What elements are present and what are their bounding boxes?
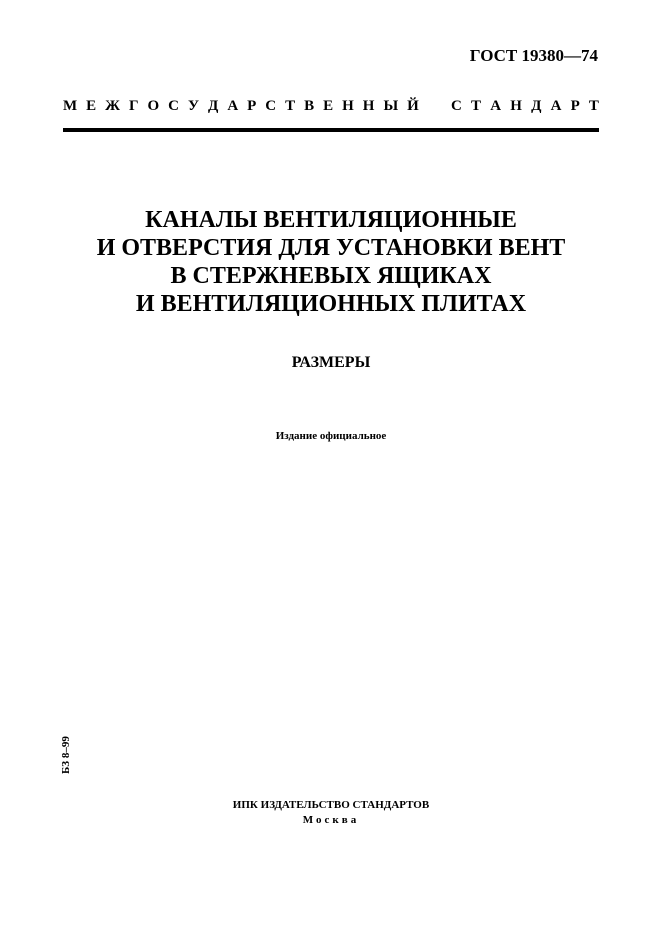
category-letter: О	[147, 98, 160, 114]
title-line-1: КАНАЛЫ ВЕНТИЛЯЦИОННЫЕ	[145, 207, 517, 233]
category-letter: А	[490, 98, 502, 114]
document-title	[63, 206, 599, 318]
category-letter: С	[451, 98, 462, 114]
category-letter: Т	[588, 98, 599, 114]
category-letter: Р	[247, 98, 257, 114]
category-letter: Т	[471, 98, 482, 114]
category-letter: А	[550, 98, 562, 114]
category-letter: Р	[570, 98, 580, 114]
category-letter: Н	[362, 98, 375, 114]
category-letter: С	[168, 98, 180, 114]
category-letter: Й	[407, 98, 419, 114]
category-letter: С	[265, 98, 277, 114]
category-word-interstate	[63, 96, 419, 116]
publisher-name: ИПК ИЗДАТЕЛЬСТВО СТАНДАРТОВ	[232, 799, 430, 811]
category-letter: Е	[86, 98, 97, 114]
category-letter: Е	[323, 98, 334, 114]
category-letter: Д	[531, 98, 542, 114]
category-word-standard	[451, 96, 599, 116]
header-divider	[63, 128, 599, 132]
category-letter: Ж	[105, 98, 120, 114]
category-letter: Н	[510, 98, 522, 114]
document-code: ГОСТ 19380—74	[469, 46, 598, 65]
category-letter: Д	[208, 98, 219, 114]
standard-category	[63, 96, 599, 116]
category-letter: Н	[342, 98, 354, 114]
title-line-2: И ОТВЕРСТИЯ ДЛЯ УСТАНОВКИ ВЕНТ	[96, 235, 566, 261]
title-line-4: И ВЕНТИЛЯЦИОННЫХ ПЛИТАХ	[135, 291, 527, 317]
category-letter: Ы	[383, 98, 399, 114]
category-letter: У	[188, 98, 200, 114]
document-subtitle: РАЗМЕРЫ	[291, 354, 371, 371]
edition-note: Издание официальное	[275, 430, 387, 442]
category-letter: Г	[128, 98, 139, 114]
category-letter: Т	[285, 98, 296, 114]
publisher-city: Москва	[302, 814, 360, 826]
category-letter: В	[304, 98, 315, 114]
category-letter: М	[63, 98, 78, 114]
category-letter: А	[227, 98, 239, 114]
side-code: БЗ 8–99	[60, 736, 72, 774]
title-line-3: В СТЕРЖНЕВЫХ ЯЩИКАХ	[170, 263, 492, 289]
